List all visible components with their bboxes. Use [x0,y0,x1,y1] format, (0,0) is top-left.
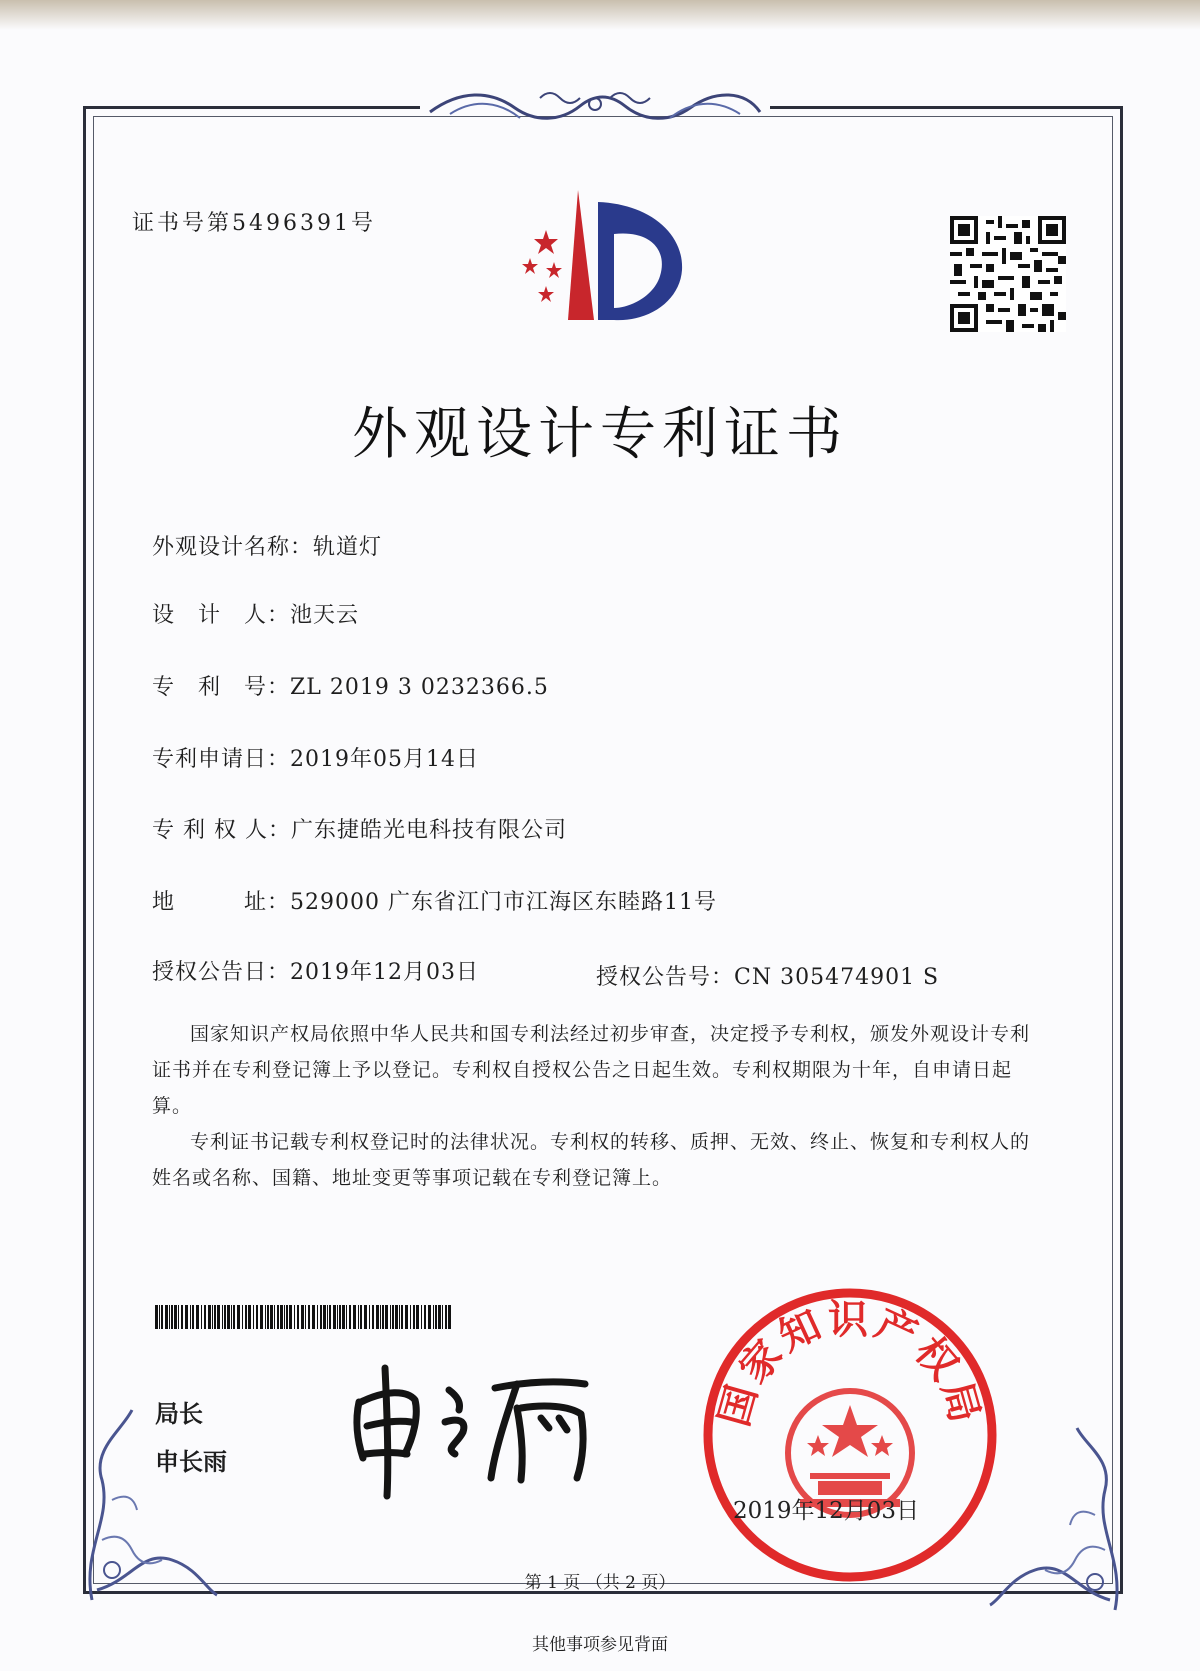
certificate-number: 证书号第5496391号 [132,211,376,236]
patentee-row [152,813,567,844]
designer-label: 设 计 人： [152,603,291,628]
grant-number-label: 授权公告号： [596,965,735,990]
designer-value: 池天云 [290,603,360,628]
patentee-value: 广东捷皓光电科技有限公司 [290,818,567,843]
director-signature [345,1360,600,1500]
patent-number-row [152,670,549,701]
director-block [155,1390,227,1486]
barcode [155,1305,455,1329]
seal-text: 国家知识产权局 [711,1297,989,1432]
back-note: 其他事项参见背面 [532,1635,668,1655]
filing-date-value: 2019年05月14日 [290,747,479,772]
grant-number-value: CN 305474901 S [734,965,940,990]
seal-date: 2019年12月03日 [733,1498,920,1524]
designer-row [152,598,359,629]
statement-paragraph-1: 国家知识产权局依照中华人民共和国专利法经过初步审查，决定授予专利权，颁发外观设计专利证书并在专利登记簿上予以登记。专利权自授权公告之日起生效。专利权期限为十年，自申请日起算。 [152,1023,1031,1117]
patent-number-value: ZL 2019 3 0232366.5 [290,675,549,700]
address-value: 529000 广东省江门市江海区东睦路11号 [290,890,717,915]
grant-date-value: 2019年12月03日 [290,960,479,985]
filing-date-row [152,742,479,773]
top-ornament [420,84,770,132]
patent-office-emblem [510,190,686,330]
certificate-statement [152,1016,1042,1196]
page-number: 第 1 页 （共 2 页） [524,1573,676,1593]
official-seal [700,1285,1000,1585]
director-title: 局长 [155,1400,203,1428]
patent-number-label: 专 利 号： [152,675,291,700]
certificate-title: 外观设计专利证书 [352,402,848,467]
address-row [152,885,717,916]
patentee-label: 专 利 权 人： [152,818,291,843]
design-name-value: 轨道灯 [313,535,383,560]
grant-number-row [596,960,939,991]
grant-date-row [152,955,479,986]
grant-date-label: 授权公告日： [152,960,291,985]
design-name-label: 外观设计名称： [152,535,314,560]
design-name-row [152,530,382,561]
filing-date-label: 专利申请日： [152,747,291,772]
qr-code [950,216,1066,332]
address-label: 地 址： [152,890,291,915]
director-name: 申长雨 [155,1448,227,1476]
paper-shadow [0,0,1200,30]
statement-paragraph-2: 专利证书记载专利权登记时的法律状况。专利权的转移、质押、无效、终止、恢复和专利权人的姓名或名称、国籍、地址变更等事项记载在专利登记簿上。 [152,1131,1031,1189]
